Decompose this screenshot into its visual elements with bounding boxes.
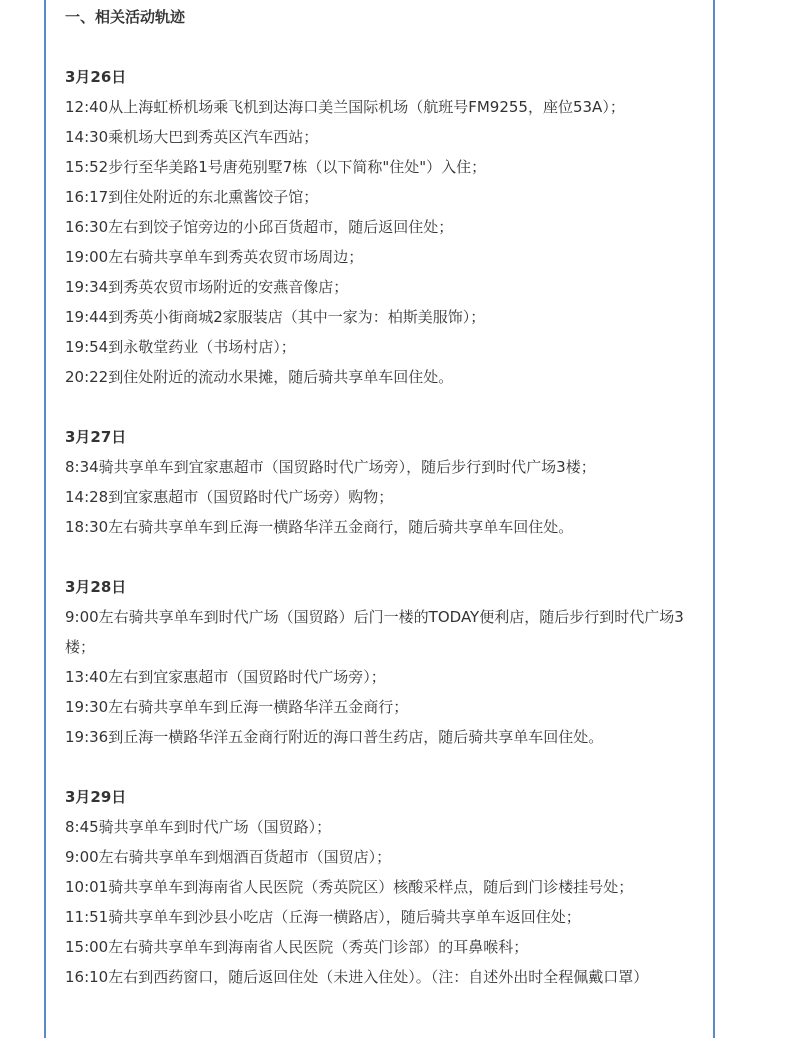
itinerary-entry: 18:30左右骑共享单车到丘海一横路华洋五金商行，随后骑共享单车回住处。 [65,518,574,536]
itinerary-entry: 19:54到永敬堂药业（书场村店）； [65,338,296,356]
itinerary-entry: 11:51骑共享单车到沙县小吃店（丘海一横路店），随后骑共享单车返回住处； [65,908,581,926]
itinerary-entry: 19:30左右骑共享单车到丘海一横路华洋五金商行； [65,698,409,716]
spacer [65,32,705,62]
spacer [65,752,705,782]
itinerary-entry: 19:44到秀英小街商城2家服装店（其中一家为：柏斯美服饰）； [65,308,486,326]
itinerary-entry: 14:28到宜家惠超市（国贸路时代广场旁）购物； [65,488,394,506]
date-heading: 3月26日 [65,68,127,86]
itinerary-entry: 16:17到住处附近的东北熏酱饺子馆； [65,188,319,206]
itinerary-entry: 16:30左右到饺子馆旁边的小邱百货超市，随后返回住处； [65,218,454,236]
date-heading: 3月28日 [65,578,127,596]
spacer [65,392,705,422]
itinerary-entry: 14:30乘机场大巴到秀英区汽车西站； [65,128,319,146]
itinerary-entry: 20:22到住处附近的流动水果摊，随后骑共享单车回住处。 [65,368,454,386]
article-content [65,0,705,992]
date-heading: 3月29日 [65,788,127,806]
date-heading: 3月27日 [65,428,127,446]
itinerary-entry: 19:34到秀英农贸市场附近的安燕音像店； [65,278,349,296]
itinerary-entry: 9:00左右骑共享单车到时代广场（国贸路）后门一楼的TODAY便利店，随后步行到时代广场3楼； [65,608,684,656]
itinerary-entry: 12:40从上海虹桥机场乘飞机到达海口美兰国际机场（航班号FM9255，座位53A）； [65,98,625,116]
itinerary-entry: 15:00左右骑共享单车到海南省人民医院（秀英门诊部）的耳鼻喉科； [65,938,529,956]
itinerary-entry: 16:10左右到西药窗口，随后返回住处（未进入住处）。（注：自述外出时全程佩戴口罩） [65,968,649,986]
itinerary-entry: 8:34骑共享单车到宜家惠超市（国贸路时代广场旁），随后步行到时代广场3楼； [65,458,596,476]
section-title: 一、相关活动轨迹 [65,8,186,26]
itinerary-entry: 9:00左右骑共享单车到烟酒百货超市（国贸店）； [65,848,392,866]
itinerary-entry: 19:36到丘海一横路华洋五金商行附近的海口普生药店，随后骑共享单车回住处。 [65,728,604,746]
itinerary-entry: 10:01骑共享单车到海南省人民医院（秀英院区）核酸采样点，随后到门诊楼挂号处； [65,878,634,896]
spacer [65,542,705,572]
itinerary-entry: 19:00左右骑共享单车到秀英农贸市场周边； [65,248,364,266]
itinerary-entry: 15:52步行至华美路1号唐苑别墅7栋（以下简称"住处"）入住； [65,158,487,176]
itinerary-entry: 13:40左右到宜家惠超市（国贸路时代广场旁）； [65,668,386,686]
itinerary-entry: 8:45骑共享单车到时代广场（国贸路）； [65,818,332,836]
